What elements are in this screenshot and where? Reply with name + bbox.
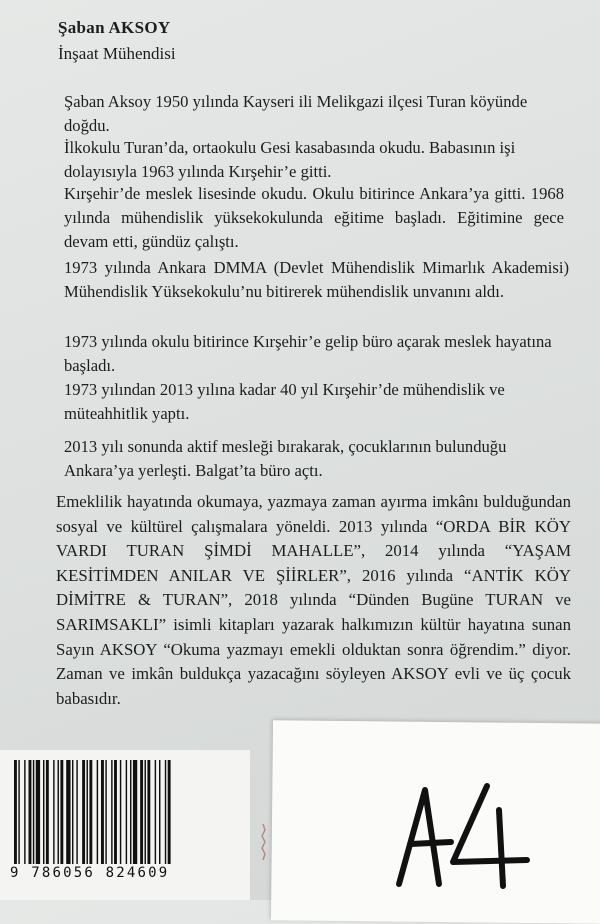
author-name: Şaban AKSOY [58,18,171,37]
author-title: İnşaat Mühendisi [58,44,176,63]
barcode-bar [66,760,70,864]
barcode-bar [76,760,77,864]
barcode-bar [43,760,44,864]
barcode-bar [53,760,54,864]
barcode-bar [165,760,166,864]
bio-paragraph: 1973 yılında okulu bitirince Kırşehir’e gelip büro açarak meslek hayatına başladı. [64,332,552,375]
barcode-bar [159,760,160,864]
barcode-bar [130,760,131,864]
barcode-bar [114,760,117,864]
bio-paragraph: Kırşehir’de meslek lisesinde okudu. Okulu bitirince Ankara’ya gitti. 1968 yılında mühendislik yüksekokulunda eğitime başladı. Eğitimine gece devam etti, gündüz çalıştı. [64,184,564,251]
barcode-bar [58,760,59,864]
barcode-bar [145,760,146,864]
barcode-bar [46,760,49,864]
barcode-bar [82,760,85,864]
bio-paragraph: 1973 yılından 2013 yılına kadar 40 yıl Kırşehir’de mühendislik ve müteahhitlik yaptı. [64,380,505,423]
barcode-bar [18,760,19,864]
barcode-bar [133,760,137,864]
barcode-bar [97,760,98,864]
bio-paragraph: Şaban Aksoy 1950 yılında Kayseri ili Melikgazi ilçesi Turan köyünde doğdu. [64,92,528,135]
barcode-bar [29,760,32,864]
bio-paragraph: 2013 yılı sonunda aktif mesleği bırakarak, çocuklarının bulunduğu Ankara’ya yerleşti. Balgat’ta büro açtı. [64,437,507,480]
isbn-number: 9 786056 824609 [10,865,170,881]
barcode-bar [120,760,121,864]
bio-paragraph: İlkokulu Turan’da, ortaokulu Gesi kasabasında okudu. Babasının işi dolayısıyla 1963 yılında Kırşehir’e gitti. [64,138,516,181]
handwritten-a4-mark [395,780,535,890]
stamp-mark [258,822,268,862]
barcode-bar [147,760,150,864]
bio-paragraph: 1973 yılında Ankara DMMA (Devlet Mühendislik Mimarlık Akademisi) Mühendislik Yüksekokulu’nu bitirerek mühendislik unvanını aldı. [64,258,569,301]
barcode-bar [155,760,156,864]
barcode-bar [14,760,17,864]
barcode-bar [111,760,112,864]
barcode-bar [126,760,127,864]
barcode-bar [168,760,171,864]
barcode-bar [101,760,104,864]
barcode-bar [36,760,40,864]
barcode-bar [24,760,25,864]
bio-paragraph: Emeklilik hayatında okumaya, yazmaya zaman ayırma imkânı bulduğundan sosyal ve kültürel çalışmalara yöneldi. 2013 yılında “ORDA BİR KÖY VARDI TURAN ŞİMDİ MAHALLE”, 2014 yılında “YAŞAM KESİTİMDEN ANILAR VE ŞİİRLER”, 2016 yılında “ANTİK KÖY DİMİTRE & TURAN”, 2018 yılında “Dünden Bugüne TURAN ve SARIMSAKLI” isimli kitapları yazarak halkımızın kültür hayatına sunan Sayın AKSOY “Okuma yazmayı emekli olduktan sonra öğrendim.” diyor. Zaman ve imkân buldukça yazacağını söyleyen AKSOY evli ve üç çocuk babasıdır. [56,492,571,708]
barcode-bar [60,760,63,864]
barcode-bar [87,760,88,864]
barcode-bar [105,760,106,864]
barcode-bar [33,760,34,864]
barcode [10,760,242,864]
barcode-bar [140,760,143,864]
barcode-bar [72,760,73,864]
barcode-bar [89,760,92,864]
